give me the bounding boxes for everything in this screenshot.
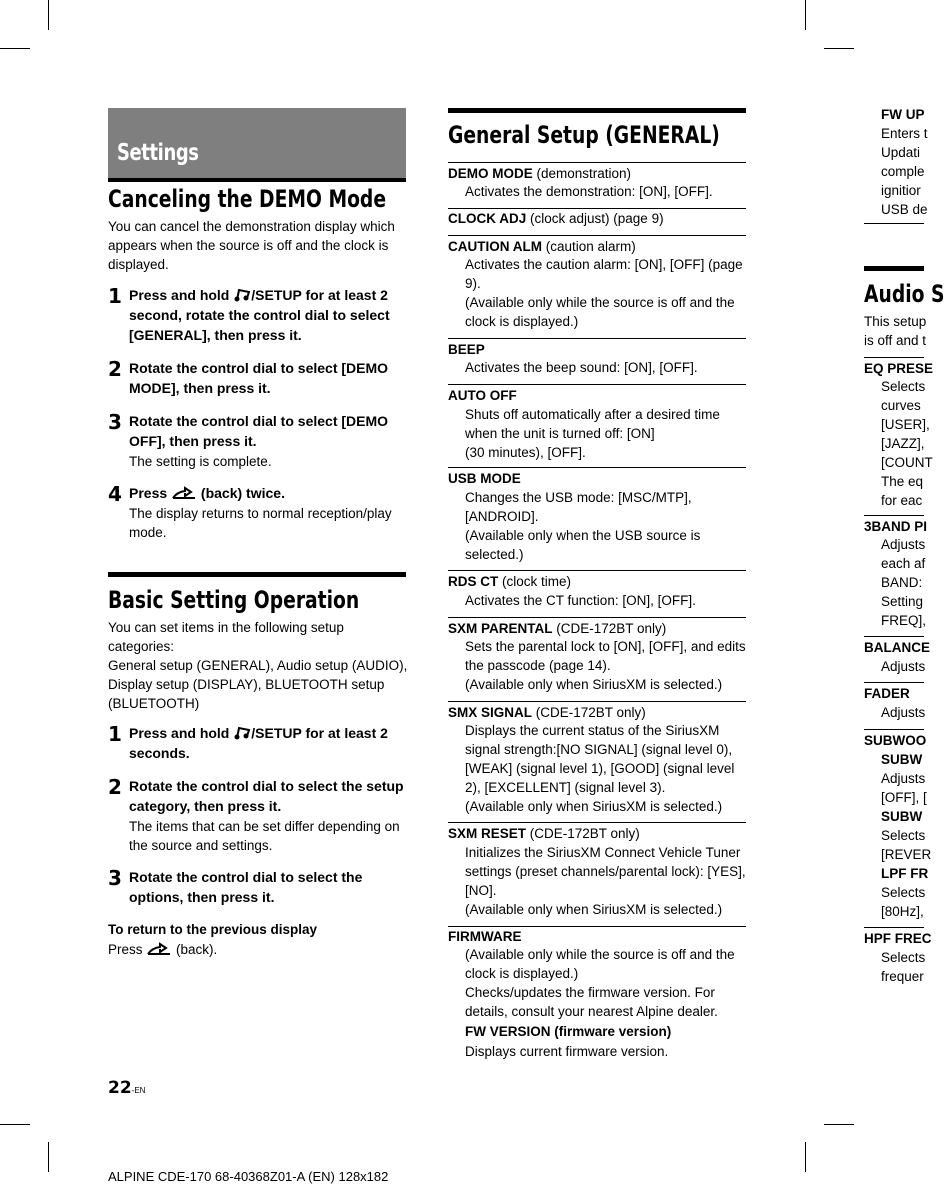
setting-term: CLOCK ADJ (clock adjust) (page 9) [448, 211, 664, 226]
right-column [864, 100, 945, 1000]
divider [448, 617, 746, 618]
crop-mark [48, 0, 49, 30]
clipped-line: Updati [881, 145, 921, 160]
setting-desc: Shuts off automatically after a desired time when the unit is turned off: [ON] (30 minutes), [OFF]. [465, 407, 720, 460]
setting-term: 3BAND PI [864, 519, 928, 534]
footer-text: ALPINE CDE-170 68-40368Z01-A (EN) 128x182 [108, 1169, 389, 1184]
clipped-line: Adjusts [881, 537, 926, 552]
music-note-icon [233, 288, 251, 302]
divider [864, 729, 924, 730]
clipped-line: each af [881, 556, 926, 571]
crop-mark [824, 48, 854, 49]
clipped-line: This setup [864, 314, 927, 329]
step-number: 1 [108, 722, 122, 746]
sub-setting-term: FW VERSION (firmware version) [465, 1024, 672, 1039]
clipped-line: is off and t [864, 333, 927, 348]
clipped-line: Enters t [881, 126, 928, 141]
divider [864, 927, 924, 928]
divider [864, 682, 924, 683]
divider [864, 357, 924, 358]
setting-desc: Activates the CT function: [ON], [OFF]. [465, 593, 696, 608]
step-number: 2 [108, 357, 122, 381]
setting-term: SMX SIGNAL (CDE-172BT only) [448, 705, 646, 720]
clipped-line: comple [881, 164, 925, 179]
step-text: Press (back) twice. [129, 485, 285, 501]
clipped-line: Selects [881, 828, 926, 843]
clipped-line: Selects [881, 379, 926, 394]
clipped-line: The eq [881, 474, 924, 489]
divider [448, 822, 746, 823]
setting-desc: Changes the USB mode: [MSC/MTP], [ANDROID]. (Available only when the USB source is selected.) [465, 490, 701, 562]
step-text: Rotate the control dial to select [DEMO OFF], then press it. [129, 413, 389, 449]
clipped-line: [OFF], [ [881, 790, 927, 805]
step-text: Rotate the control dial to select [DEMO MODE], then press it. [129, 360, 389, 396]
banner-title: Settings [117, 140, 199, 166]
section-rule [108, 572, 406, 577]
clipped-line: frequer [881, 969, 924, 984]
step-number: 1 [108, 284, 122, 308]
clipped-line: [COUNT [881, 455, 933, 470]
step-text: Press and hold /SETUP for at least 2 seconds. [129, 725, 388, 761]
page-number: 22-EN [108, 1078, 146, 1098]
clipped-line: [REVER [881, 847, 932, 862]
setting-term: SXM PARENTAL (CDE-172BT only) [448, 621, 667, 636]
setting-desc: Sets the parental lock to [ON], [OFF], and edits the passcode (page 14). (Available only when SiriusXM is selected.) [465, 639, 746, 692]
setting-term: HPF FREC [864, 931, 932, 946]
back-icon [171, 486, 197, 500]
sub-setting-term: SUBW [881, 809, 923, 824]
return-text: Press (back). [108, 942, 218, 957]
clipped-line: USB de [881, 202, 928, 217]
back-icon [146, 942, 172, 956]
step-number: 3 [108, 866, 122, 890]
setting-term: AUTO OFF [448, 388, 517, 403]
setting-desc: Activates the demonstration: [ON], [OFF]. [465, 184, 713, 199]
clipped-line: curves [881, 398, 921, 413]
clipped-line: for eac [881, 493, 923, 508]
setting-desc: (Available only while the source is off and the clock is displayed.) Checks/updates the firmware version. For details, consult your nearest Alpine dealer. [465, 947, 735, 1019]
section-rule [448, 108, 746, 113]
sub-setting-term: SUBW [881, 752, 923, 767]
setting-term: BEEP [448, 342, 485, 357]
step-number: 2 [108, 775, 122, 799]
divider [864, 515, 924, 516]
step-text: Rotate the control dial to select the options, then press it. [129, 869, 363, 905]
step-text: Press and hold /SETUP for at least 2 second, rotate the control dial to select [GENERAL], then press it. [129, 287, 390, 343]
setting-term: BALANCE [864, 640, 930, 655]
setting-desc: Activates the beep sound: [ON], [OFF]. [465, 360, 698, 375]
audio-heading: Audio S [864, 280, 945, 308]
divider [864, 223, 924, 224]
step-note: The items that can be set differ depending on the source and settings. [129, 819, 400, 853]
settings-banner [108, 108, 406, 182]
clipped-line: ignitior [881, 183, 921, 198]
demo-heading: Canceling the DEMO Mode [108, 185, 387, 213]
divider [448, 162, 746, 163]
basic-heading: Basic Setting Operation [108, 586, 360, 614]
step-note: The setting is complete. [129, 454, 272, 469]
demo-intro: You can cancel the demonstration display which appears when the source is off and the clock is displayed. [108, 219, 395, 272]
divider [448, 467, 746, 468]
setting-desc: Displays the current status of the SiriusXM signal strength:[NO SIGNAL] (signal level 0), [WEAK] (signal level 1), [GOOD] (signal level 2), [EXCELLENT] (signal level 3). (Available only when SiriusXM is selected.) [465, 723, 735, 814]
clipped-line: Adjusts [881, 659, 926, 674]
setting-term: CAUTION ALM (caution alarm) [448, 239, 636, 254]
setting-term: SUBWOO [864, 733, 927, 748]
clipped-line: Selects [881, 950, 926, 965]
setting-term: USB MODE [448, 471, 521, 486]
divider [448, 701, 746, 702]
crop-mark [824, 1124, 854, 1125]
setting-term: SXM RESET (CDE-172BT only) [448, 826, 640, 841]
clipped-line: Selects [881, 885, 926, 900]
setting-desc: Initializes the SiriusXM Connect Vehicle Tuner settings (preset channels/parental lock): [YES], [NO]. (Available only when SiriusXM is selected.) [465, 845, 746, 917]
setting-term: FIRMWARE [448, 929, 522, 944]
step-text: Rotate the control dial to select the setup category, then press it. [129, 778, 404, 814]
divider [448, 338, 746, 339]
music-note-icon [233, 726, 251, 740]
crop-mark [48, 1142, 49, 1172]
setting-term: DEMO MODE (demonstration) [448, 166, 632, 181]
setting-term: FADER [864, 686, 910, 701]
setting-term: RDS CT (clock time) [448, 574, 572, 589]
step-note: The display returns to normal reception/play mode. [129, 506, 392, 540]
setting-term: EQ PRESE [864, 361, 934, 376]
sub-setting-desc: Displays current firmware version. [465, 1044, 669, 1059]
clipped-line: Setting [881, 594, 924, 609]
sub-setting-term: LPF FR [881, 866, 929, 881]
divider [448, 384, 746, 385]
clipped-line: [USER], [881, 417, 930, 432]
sub-setting-term: FW UP [881, 107, 925, 122]
divider [448, 235, 746, 236]
crop-mark [0, 48, 30, 49]
clipped-line: [JAZZ], [881, 436, 925, 451]
basic-intro: You can set items in the following setup categories: General setup (GENERAL), Audio setup (AUDIO), Display setup (DISPLAY), BLUETOOTH setup (BLUETOOTH) [108, 620, 408, 711]
clipped-line: BAND: [881, 575, 923, 590]
return-heading: To return to the previous display [108, 922, 318, 937]
step-number: 3 [108, 410, 122, 434]
divider [448, 570, 746, 571]
setting-desc: Activates the caution alarm: [ON], [OFF] (page 9). (Available only while the source is off and the clock is displayed.) [465, 257, 743, 329]
clipped-line: Adjusts [881, 771, 926, 786]
crop-mark [805, 1142, 806, 1172]
clipped-line: [80Hz], [881, 904, 924, 919]
divider [864, 636, 924, 637]
crop-mark [0, 1124, 30, 1125]
general-heading: General Setup (GENERAL) [448, 121, 720, 149]
section-rule [864, 266, 924, 271]
clipped-line: FREQ], [881, 613, 927, 628]
clipped-line: Adjusts [881, 705, 926, 720]
crop-mark [805, 0, 806, 30]
step-number: 4 [108, 482, 122, 506]
